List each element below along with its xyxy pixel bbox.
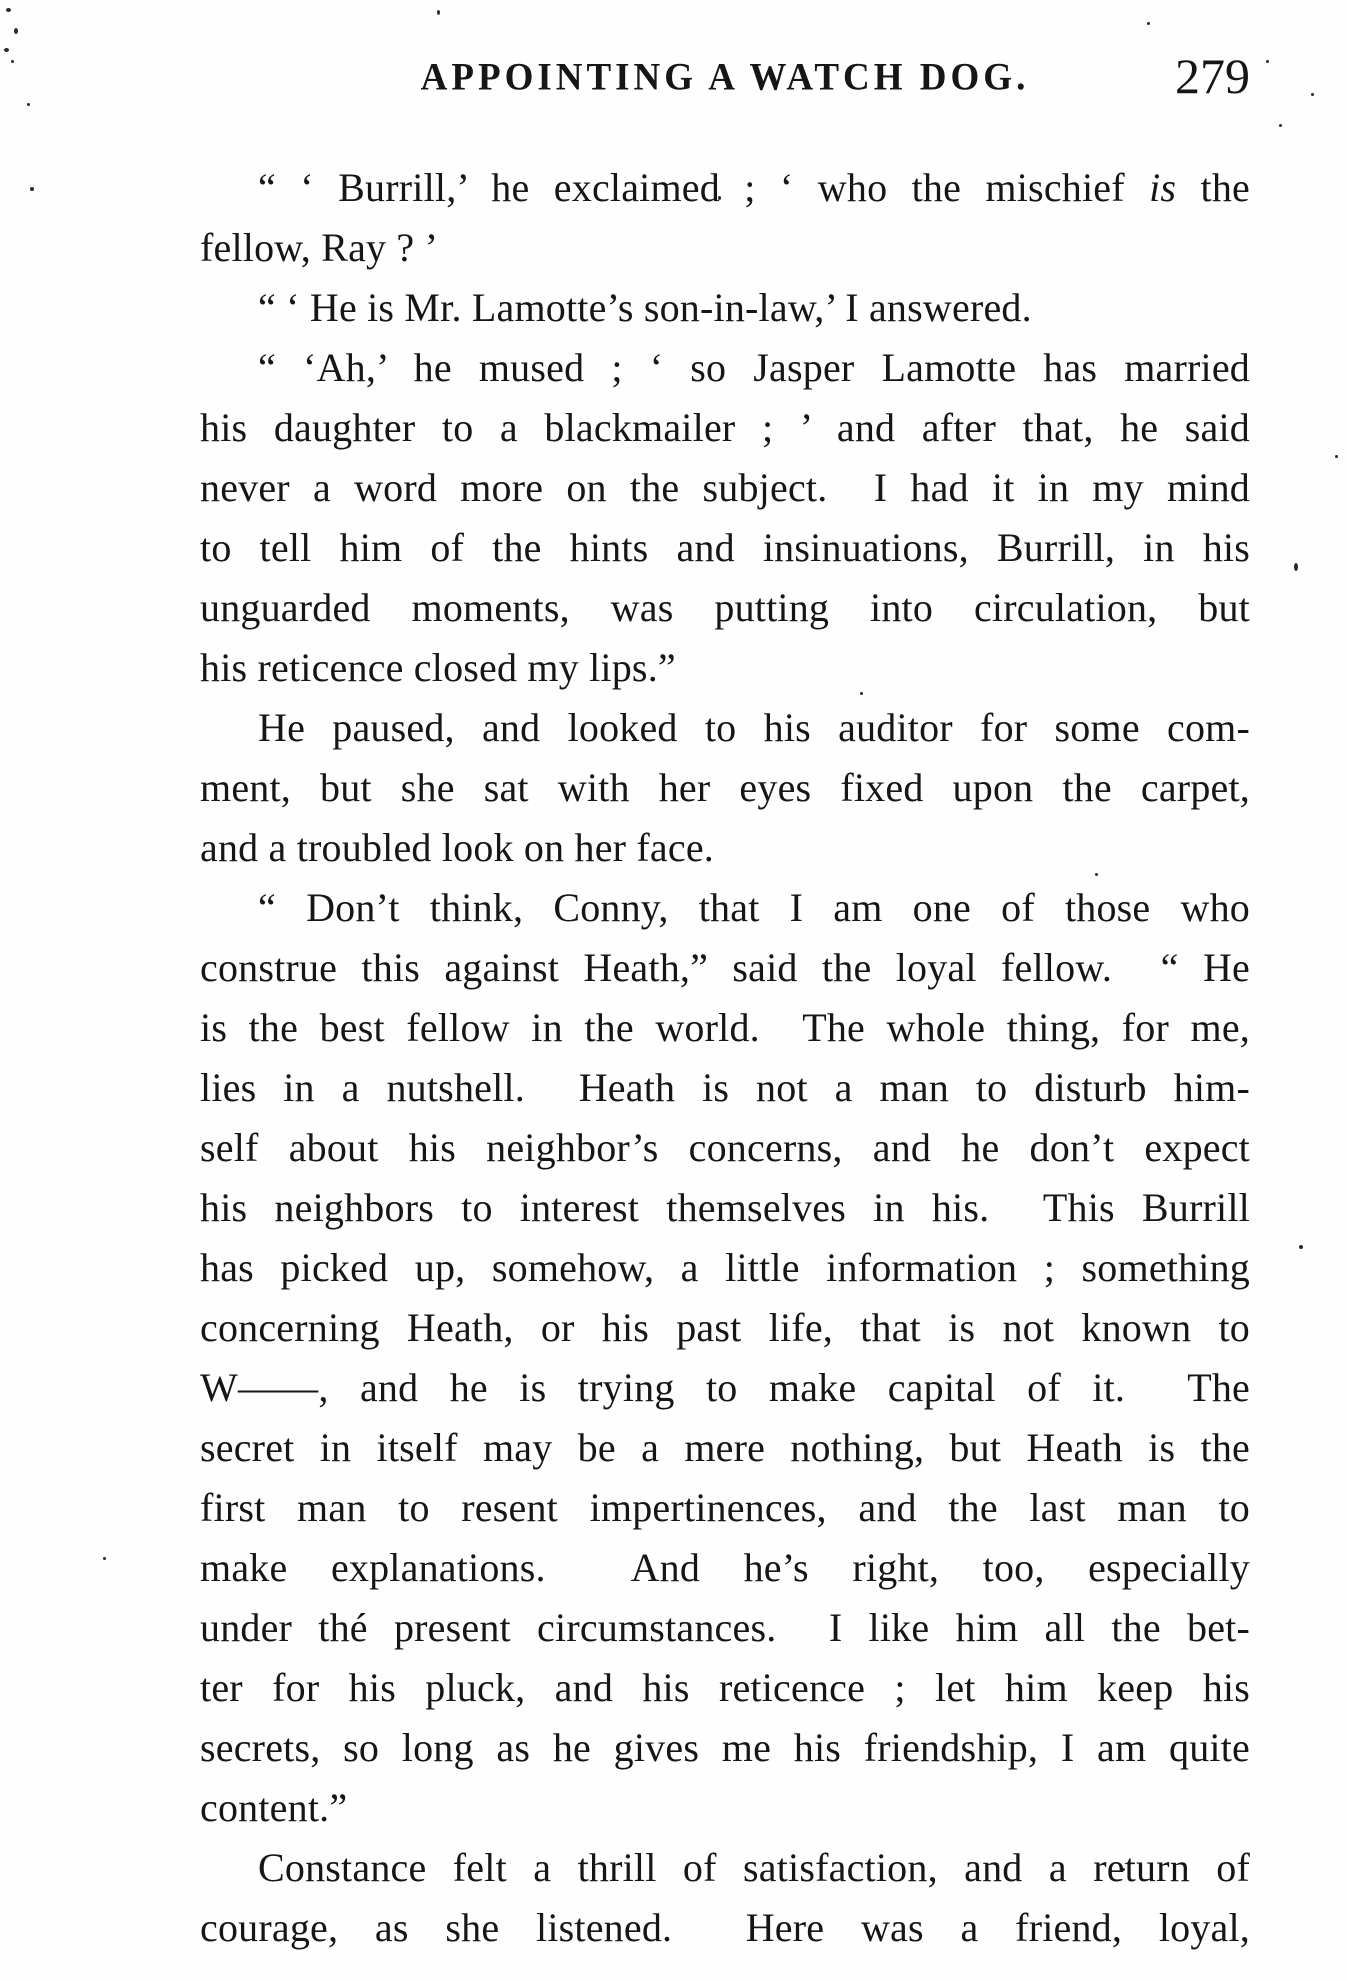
scan-speck (6, 8, 11, 12)
text-line: his daughter to a blackmailer ; ’ and after that, he said (200, 405, 1250, 450)
text-line: never a word more on the subject. I had it in my mind (200, 465, 1250, 510)
text-line: “ ‘Ah,’ he mused ; ‘ so Jasper Lamotte has married (258, 345, 1250, 390)
scan-speck (1335, 455, 1338, 458)
text-line: fellow, Ray ? ’ (200, 225, 439, 270)
text-line: ment, but she sat with her eyes fixed upon the carpet, (200, 765, 1250, 810)
text-line (200, 158, 1250, 218)
text-line: unguarded moments, was putting into circulation, but (200, 585, 1250, 630)
text-line: W——, and he is trying to make capital of it. The (200, 1365, 1250, 1410)
text-line: ter for his pluck, and his reticence ; let him keep his (200, 1665, 1250, 1710)
text-line: construe this against Heath,” said the loyal fellow. “ He (200, 945, 1250, 990)
text-line: his reticence closed my lips.” (200, 645, 676, 690)
line-text: “ ‘ Burrill,’ he exclaimed ; ‘ who the mischief (258, 165, 1150, 210)
scan-speck (1299, 1245, 1303, 1249)
text-line: make explanations. And he’s right, too, especially (200, 1545, 1250, 1590)
text-line: first man to resent impertinences, and the last man to (200, 1485, 1250, 1530)
text-line: secrets, so long as he gives me his friendship, I am quite (200, 1725, 1250, 1770)
scan-speck (103, 1557, 106, 1560)
text-line: and a troubled look on her face. (200, 825, 714, 870)
text-line: lies in a nutshell. Heath is not a man to disturb him- (200, 1065, 1250, 1110)
scan-speck (11, 60, 14, 63)
text-line: courage, as she listened. Here was a friend, loyal, (200, 1905, 1250, 1950)
line-text: the (1176, 165, 1251, 210)
scan-speck (30, 187, 34, 191)
running-header (200, 48, 1250, 112)
scan-speck (1294, 563, 1298, 571)
scan-speck (1311, 93, 1314, 96)
italic-word: is (1149, 165, 1177, 210)
text-line: He paused, and looked to his auditor for some com- (258, 705, 1250, 750)
scan-speck (1266, 60, 1269, 63)
scan-speck (1279, 124, 1282, 127)
text-line: concerning Heath, or his past life, that is not known to (200, 1305, 1250, 1350)
scan-speck (27, 103, 30, 106)
page-body (200, 158, 1250, 1958)
text-line: Constance felt a thrill of satisfaction, and a return of (258, 1845, 1250, 1890)
text-line: “ ‘ He is Mr. Lamotte’s son-in-law,’ I answered. (258, 285, 1032, 330)
text-line: to tell him of the hints and insinuations, Burrill, in his (200, 525, 1250, 570)
text-line: has picked up, somehow, a little information ; something (200, 1245, 1250, 1290)
scan-speck (437, 10, 440, 15)
text-line: under thé present circumstances. I like him all the bet- (200, 1605, 1250, 1650)
text-line: self about his neighbor’s concerns, and he don’t expect (200, 1125, 1250, 1170)
text-line: content.” (200, 1785, 348, 1830)
scan-speck (1147, 22, 1150, 25)
text-line: is the best fellow in the world. The whole thing, for me, (200, 1005, 1250, 1050)
chapter-running-title: APPOINTING A WATCH DOG. (420, 55, 1030, 99)
text-line: secret in itself may be a mere nothing, but Heath is the (200, 1425, 1250, 1470)
page-number: 279 (1175, 48, 1250, 104)
text-line: “ Don’t think, Conny, that I am one of those who (258, 885, 1250, 930)
scan-speck (14, 28, 18, 34)
scan-speck (4, 48, 9, 52)
text-line: his neighbors to interest themselves in his. This Burrill (200, 1185, 1250, 1230)
